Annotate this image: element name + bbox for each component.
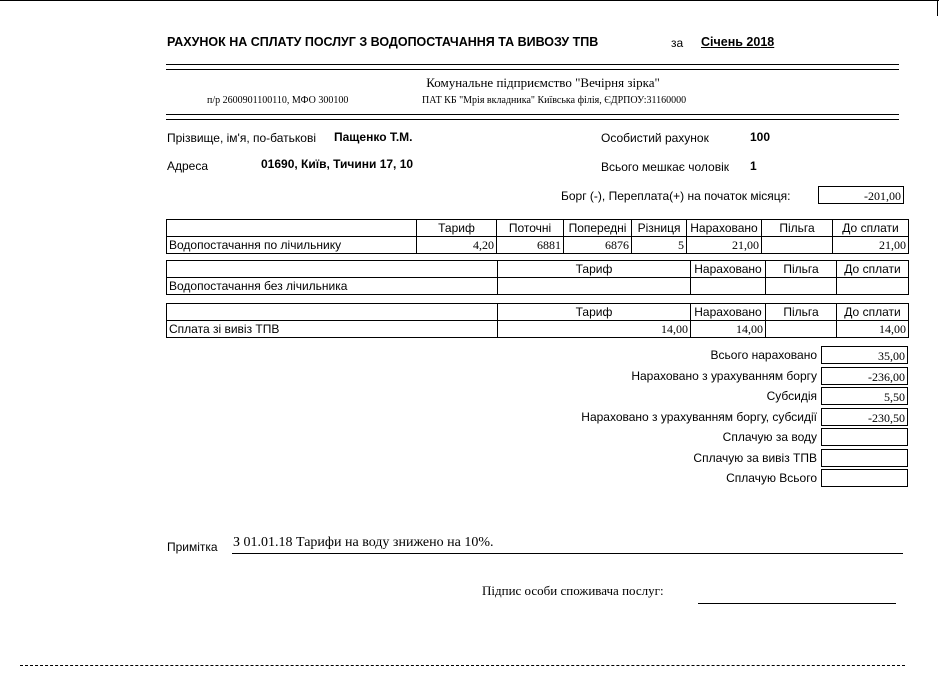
cut-line xyxy=(20,665,905,666)
billing-period: Січень 2018 xyxy=(701,35,775,49)
cell-charged: 14,00 xyxy=(691,321,766,338)
header-current: Поточні xyxy=(497,220,564,237)
address-label: Адреса xyxy=(167,159,209,173)
cell-to-pay: 14,00 xyxy=(837,321,909,338)
cell-current: 6881 xyxy=(497,237,564,254)
meter-water-table xyxy=(166,219,909,254)
pay-waste-field[interactable] xyxy=(821,449,908,467)
header-to-pay: До сплати xyxy=(837,261,909,278)
header-blank-cell xyxy=(167,261,498,278)
summary-subsidy-value: 5,50 xyxy=(821,387,908,405)
account-label: Особистий рахунок xyxy=(601,131,709,145)
period-for-label: за xyxy=(671,36,684,50)
customer-name-label: Прізвище, ім'я, по-батькові xyxy=(167,131,317,145)
waste-removal-table xyxy=(166,303,909,338)
cell-tariff xyxy=(498,278,691,295)
account-number: 100 xyxy=(750,130,771,144)
cell-benefit xyxy=(766,321,837,338)
header-to-pay: До сплати xyxy=(837,304,909,321)
table-row xyxy=(167,278,909,295)
company-bank-info: ПАТ КБ "Мрія вкладника" Київська філія, ЄДРПОУ:31160000 xyxy=(422,95,687,106)
debt-value: -201,00 xyxy=(818,186,904,204)
cell-benefit xyxy=(762,237,833,254)
customer-address: 01690, Київ, Тичини 17, 10 xyxy=(261,157,414,171)
cell-charged: 21,00 xyxy=(687,237,762,254)
header-benefit: Пільга xyxy=(762,220,833,237)
header-tariff: Тариф xyxy=(417,220,497,237)
cell-previous: 6876 xyxy=(564,237,632,254)
row-label: Водопостачання без лічильника xyxy=(167,278,498,295)
summary-with-debt-value: -236,00 xyxy=(821,367,908,385)
page-frame-top xyxy=(0,0,939,1)
header-tariff: Тариф xyxy=(498,261,691,278)
header-blank-cell xyxy=(167,220,417,237)
customer-name: Пащенко Т.М. xyxy=(334,130,413,144)
header-divider-top xyxy=(166,64,899,70)
signature-label: Підпис особи споживача послуг: xyxy=(482,583,664,598)
pay-total-field[interactable] xyxy=(821,469,908,487)
debt-label: Борг (-), Переплата(+) на початок місяця: xyxy=(561,189,791,203)
pay-water-field[interactable] xyxy=(821,428,908,446)
summary-with-debt-subsidy-value: -230,50 xyxy=(821,408,908,426)
pay-water-label: Сплачую за воду xyxy=(722,430,817,444)
header-tariff: Тариф xyxy=(498,304,691,321)
header-benefit: Пільга xyxy=(766,304,837,321)
cell-tariff: 14,00 xyxy=(498,321,691,338)
cell-to-pay xyxy=(837,278,909,295)
cell-charged xyxy=(691,278,766,295)
table-row xyxy=(167,321,909,338)
header-divider-bottom xyxy=(166,114,899,120)
header-difference: Різниця xyxy=(632,220,687,237)
cell-to-pay: 21,00 xyxy=(833,237,909,254)
header-blank-cell xyxy=(167,304,498,321)
header-charged: Нараховано xyxy=(691,261,766,278)
note-label: Примітка xyxy=(167,540,218,554)
header-to-pay: До сплати xyxy=(833,220,909,237)
header-previous: Попередні xyxy=(564,220,632,237)
summary-total-charged-label: Всього нараховано xyxy=(710,348,817,362)
header-charged: Нараховано xyxy=(687,220,762,237)
nometer-water-table xyxy=(166,260,909,295)
pay-total-label: Сплачую Всього xyxy=(726,471,817,485)
company-account-info: п/р 2600901100110, МФО 300100 xyxy=(207,95,349,106)
company-name: Комунальне підприємство "Вечірня зірка" xyxy=(426,75,660,90)
cell-tariff: 4,20 xyxy=(417,237,497,254)
table-row xyxy=(167,237,909,254)
cell-difference: 5 xyxy=(632,237,687,254)
meter-table-header-row xyxy=(167,220,909,237)
page-frame-right xyxy=(937,0,938,16)
residents-count: 1 xyxy=(750,159,757,173)
summary-with-debt-subsidy-label: Нараховано з урахуванням боргу, субсидії xyxy=(581,410,817,424)
cell-benefit xyxy=(766,278,837,295)
residents-label: Всього мешкає чоловік xyxy=(601,160,730,174)
note-underline xyxy=(232,553,903,554)
note-text: З 01.01.18 Тарифи на воду знижено на 10%. xyxy=(233,535,494,550)
header-benefit: Пільга xyxy=(766,261,837,278)
waste-table-header-row xyxy=(167,304,909,321)
header-charged: Нараховано xyxy=(691,304,766,321)
nometer-table-header-row xyxy=(167,261,909,278)
summary-subsidy-label: Субсидія xyxy=(766,389,817,403)
summary-total-charged-value: 35,00 xyxy=(821,346,908,364)
bill-title: РАХУНОК НА СПЛАТУ ПОСЛУГ З ВОДОПОСТАЧАННЯ ТА ВИВОЗУ ТПВ xyxy=(167,35,599,49)
summary-with-debt-label: Нараховано з урахуванням боргу xyxy=(631,369,817,383)
pay-waste-label: Сплачую за вивіз ТПВ xyxy=(693,451,817,465)
row-label: Водопостачання по лічильнику xyxy=(167,237,417,254)
row-label: Сплата зі вивіз ТПВ xyxy=(167,321,498,338)
signature-line[interactable] xyxy=(698,603,896,604)
